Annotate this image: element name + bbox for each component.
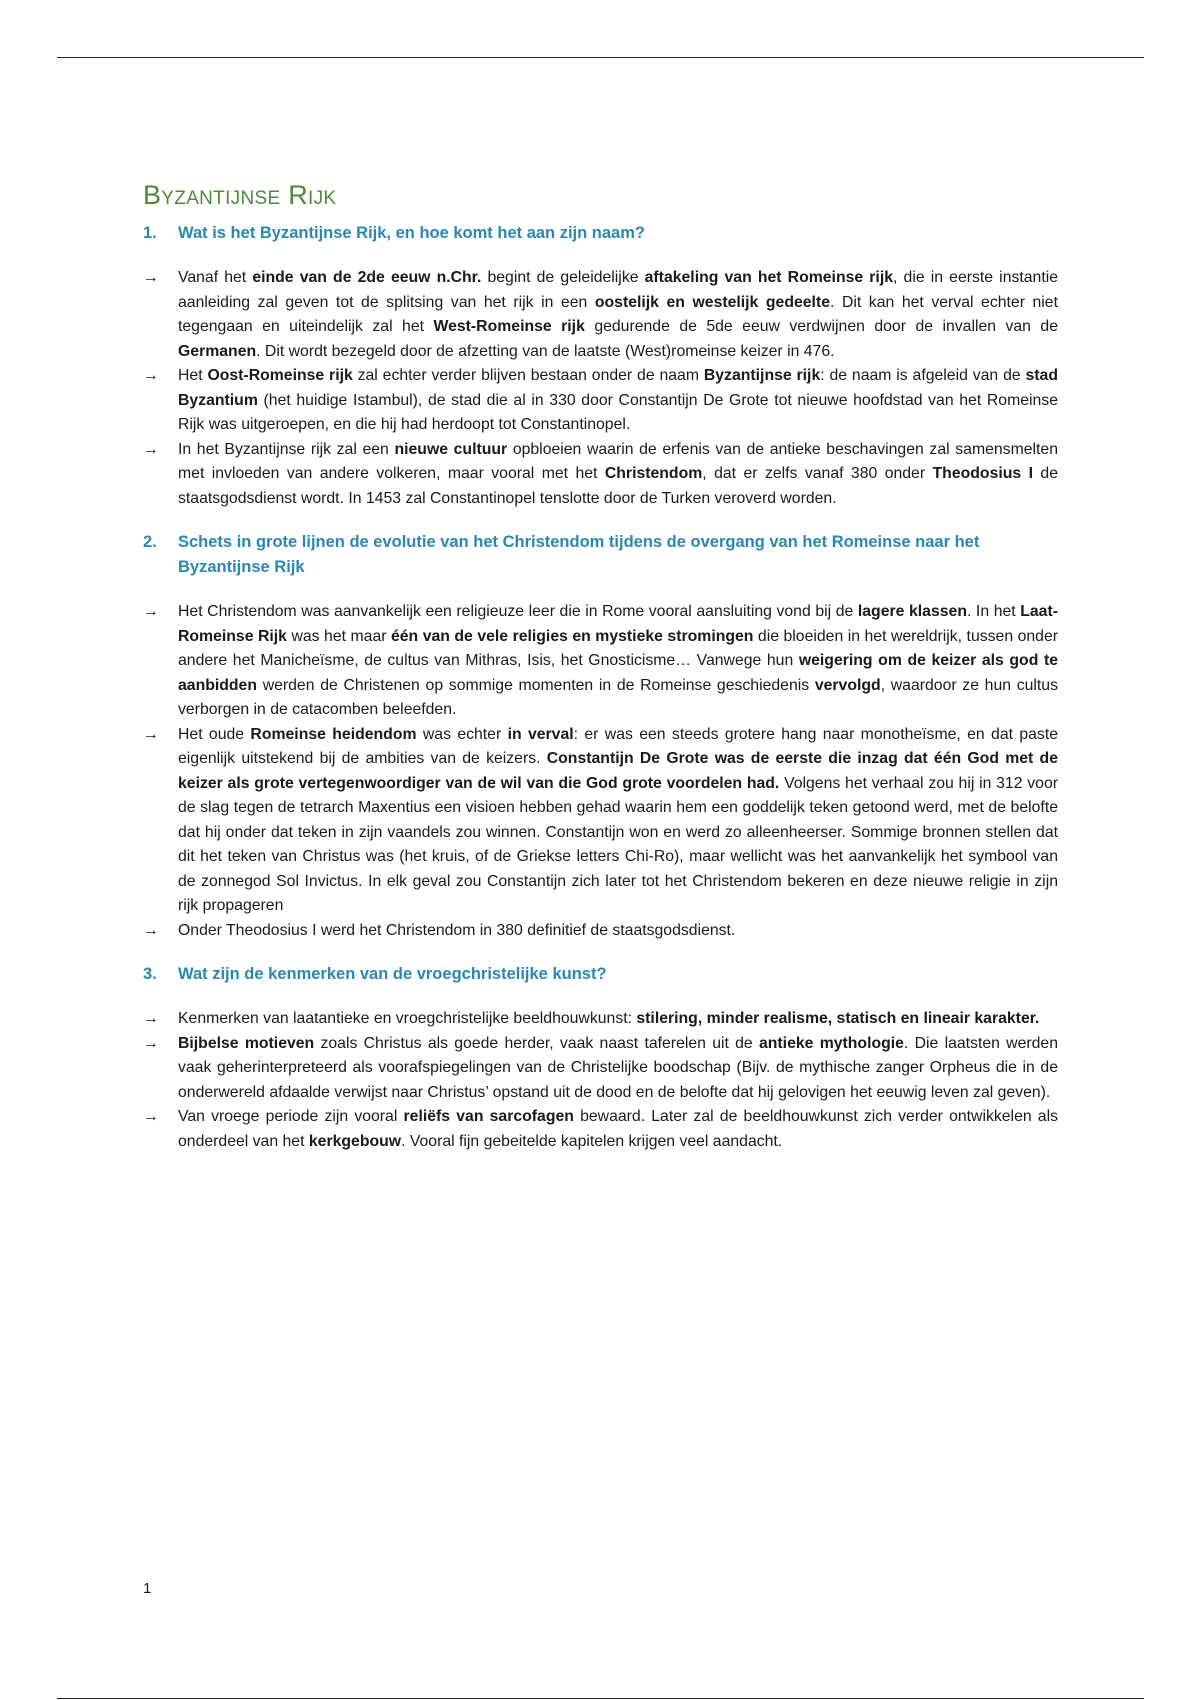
text-run: opbloeien waarin de erfenis van de antieke beschavingen zal samensmelten met invloeden van andere volkeren, maar vooral met het (178, 440, 1058, 482)
question-number: 2. (143, 533, 157, 551)
question-heading (143, 962, 1058, 987)
bold-term: Bijbelse motieven (178, 1034, 315, 1052)
bold-term: Theodosius I (932, 465, 1033, 482)
page-number: 1 (143, 1580, 152, 1597)
text-run: : de naam is afgeleid van de (820, 367, 1026, 384)
text-run: . In het (966, 603, 1021, 620)
answer-text (178, 266, 1058, 364)
bold-term: Romeinse heidendom (250, 725, 417, 743)
question-text: Wat zijn de kenmerken van de vroegchristelijke kunst? (178, 965, 607, 983)
text-run: , die in eerste instantie aanleiding zal geven tot de splitsing van het rijk in een (178, 269, 1059, 311)
answer-text (178, 1032, 1058, 1106)
text-run: gedurende de 5de eeuw verdwijnen door de invallen van de (584, 318, 1058, 335)
text-run: , dat er zelfs vanaf 380 onder (702, 465, 933, 482)
header-rule (57, 57, 1144, 58)
arrow-right-icon: → (143, 725, 159, 743)
arrow-right-icon: → (143, 367, 159, 384)
text-run: Het Christendom was aanvankelijk een religieuze leer die in Rome vooral aansluiting vond bij de (178, 603, 858, 620)
bold-term: nieuwe cultuur (394, 440, 508, 458)
page-title: Byzantijnse Rijk (143, 180, 337, 210)
text-run: Het oude (178, 725, 251, 743)
bold-term: lagere klassen (857, 603, 967, 620)
bold-term: aftakeling van het Romeinse rijk (644, 269, 894, 286)
text-run: was echter (416, 725, 508, 743)
bold-term: Germanen (178, 342, 257, 360)
answer-point (143, 1032, 1058, 1106)
bold-term: weigering om de keizer als god te aanbidden (178, 652, 1058, 694)
bold-term: West-Romeinse rijk (433, 318, 585, 335)
text-run: In het Byzantijnse rijk zal een (178, 440, 395, 458)
answer-point (143, 1007, 1058, 1032)
document-body (143, 180, 1058, 1173)
text-run: Vanaf het (178, 269, 253, 286)
answer-text (178, 919, 1058, 944)
bold-term: stilering, minder realisme, statisch en lineair karakter. (636, 1010, 1040, 1027)
answer-point (143, 600, 1058, 723)
question-heading (143, 221, 1058, 246)
question-number: 3. (143, 965, 157, 983)
bold-term: kerkgebouw (308, 1132, 402, 1150)
arrow-right-icon: → (143, 1010, 159, 1027)
answer-list (143, 266, 1058, 511)
footer-rule (57, 1698, 1144, 1699)
answer-list (143, 1007, 1058, 1154)
text-run: . Vooral fijn gebeitelde kapitelen krijgen veel aandacht. (401, 1132, 783, 1150)
text-run: , waardoor ze hun cultus verborgen in de catacomben beleefden. (178, 676, 1058, 718)
text-run: bewaard. Later zal de beeldhouwkunst zich verder ontwikkelen als onderdeel van het (178, 1108, 1058, 1150)
bold-term: reliëfs van sarcofagen (403, 1108, 574, 1125)
answer-point (143, 919, 1058, 944)
answer-point (143, 1105, 1058, 1154)
question-text: Schets in grote lijnen de evolutie van het Christendom tijdens de overgang van het Romeinse naar het Byzantijnse Rijk (178, 533, 980, 576)
answer-point (143, 266, 1058, 364)
text-run: begint de geleidelijke (481, 269, 645, 286)
text-run: die bloeiden in het wereldrijk, tussen onder andere het Manicheïsme, de cultus van Mithras, Isis, het Gnosticisme… Vanwege hun (178, 627, 1058, 669)
answer-text (178, 1105, 1058, 1154)
bold-term: oostelijk en westelijk gedeelte (594, 293, 830, 311)
bold-term: Oost-Romeinse rijk (207, 367, 353, 384)
question-number: 1. (143, 224, 157, 242)
text-run: . Dit kan het verval echter niet tegengaan en uiteindelijk zal het (178, 293, 1058, 335)
arrow-right-icon: → (143, 269, 159, 286)
bold-term: Christendom (604, 465, 703, 482)
bold-term: stad Byzantium (178, 367, 1058, 409)
text-run: . Dit wordt bezegeld door de afzetting van de laatste (West)romeinse keizer in 476. (256, 342, 835, 360)
text-run: de staatsgodsdienst wordt. In 1453 zal Constantinopel tenslotte door de Turken veroverd worden. (178, 465, 1058, 507)
sections-container (143, 221, 1058, 1154)
answer-text (178, 723, 1058, 919)
question-heading (143, 530, 1058, 580)
bold-term: einde van de 2de eeuw n.Chr. (252, 269, 482, 286)
bold-term: Constantijn De Grote was de eerste die inzag dat één God met de keizer als grote vertegenwoordiger van de wil van die God grote voordelen had. (178, 750, 1058, 792)
bold-term: antieke mythologie (758, 1034, 904, 1052)
answer-text (178, 1007, 1058, 1032)
bold-term: Laat-Romeinse Rijk (178, 603, 1058, 645)
bold-term: Byzantijnse rijk (703, 367, 821, 384)
arrow-right-icon: → (143, 921, 159, 939)
text-run: Onder Theodosius I werd het Christendom in 380 definitief de staatsgodsdienst. (178, 921, 736, 939)
answer-point (143, 723, 1058, 919)
text-run: Volgens het verhaal zou hij in 312 voor de slag tegen de tetrarch Maxentius een visioen hebben gehad waarin hem een goddelijk teken getoond werd, met de belofte dat hij onder dat teken in zijn vaandels zou winnen. Constantijn won en werd zo alleenheerser. Sommige bronnen stellen dat dit het teken van Christus was (het kruis, of de Griekse letters Chi-Ro), maar wellicht was het aanvankelijk het symbool van de zonnegod Sol Invictus. In elk geval zou Constantijn zich later tot het Christendom bekeren en deze nieuwe religie in zijn rijk propageren (178, 774, 1058, 914)
answer-text (178, 438, 1058, 512)
answer-point (143, 438, 1058, 512)
text-run: Het (178, 367, 208, 384)
answer-text (178, 364, 1058, 438)
question-text: Wat is het Byzantijnse Rijk, en hoe komt het aan zijn naam? (178, 224, 645, 242)
text-run: werden de Christenen op sommige momenten in de Romeinse geschiedenis (257, 676, 815, 694)
text-run: . Die laatsten werden vaak geherinterpreteerd als voorafspiegelingen van de Christelijke boodschap (Bijv. de mythische zanger Orpheus die in de onderwereld afdaalde verwijst naar Christus’ opstand uit de dood en de belofte dat hij gelovigen het eeuwig leven zal geven). (178, 1034, 1058, 1101)
answer-list (143, 600, 1058, 943)
answer-point (143, 364, 1058, 438)
arrow-right-icon: → (143, 1034, 159, 1052)
text-run: zal echter verder blijven bestaan onder de naam (352, 367, 704, 384)
bold-term: één van de vele religies en mystieke stromingen (390, 627, 754, 645)
bold-term: in verval (507, 725, 574, 743)
text-run: Kenmerken van laatantieke en vroegchristelijke beeldhouwkunst: (178, 1010, 637, 1027)
arrow-right-icon: → (143, 1108, 159, 1125)
text-run: zoals Christus als goede herder, vaak naast taferelen uit de (314, 1034, 759, 1052)
text-run: Van vroege periode zijn vooral (178, 1108, 404, 1125)
text-run: : er was een steeds grotere hang naar monotheïsme, en dat paste eigenlijk uitstekend bij de ambities van de keizers. (178, 725, 1058, 767)
arrow-right-icon: → (143, 603, 159, 620)
bold-term: vervolgd (814, 676, 881, 694)
text-run: was het maar (286, 627, 391, 645)
arrow-right-icon: → (143, 440, 159, 458)
answer-text (178, 600, 1058, 723)
text-run: (het huidige Istambul), de stad die al in 330 door Constantijn De Grote tot nieuwe hoofdstad van het Romeinse Rijk was uitgeroepen, en die hij had herdoopt tot Constantinopel. (178, 391, 1058, 433)
